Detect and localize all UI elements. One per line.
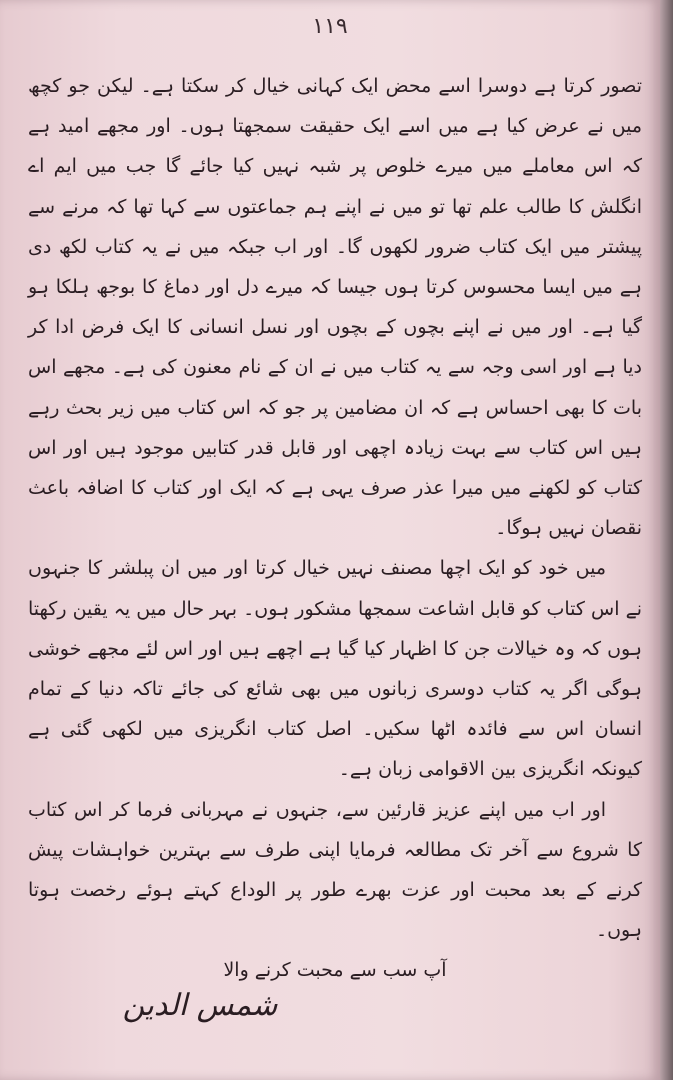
paragraph-1: تصور کرتا ہے دوسرا اسے محض ایک کہانی خیال کر سکتا ہے۔ لیکن جو کچھ میں نے عرض کیا ہے میں اسے ایک حقیقت سمجھتا ہوں۔ اور مجھے امید ہے کہ اس معاملے میں میرے خلوص پر شبہ نہیں کیا جائے گا جب میں ایم اے انگلش کا طالب علم تھا تو میں نے اپنے ہم جماعتوں سے کہا تھا کہ مرنے سے پیشتر میں ایک کتاب ضرور لکھوں گا۔ اور اب جبکہ میں نے یہ کتاب لکھ دی ہے میں ایسا محسوس کرتا ہوں جیسا کہ میرے دل اور دماغ کا بوجھ ہلکا ہو گیا ہے۔ اور میں نے اپنے بچوں کے بچوں اور نسل انسانی کا ایک فرض ادا کر دیا ہے اور اسی وجہ سے یہ کتاب میں نے ان کے نام معنون کی ہے۔ مجھے اس بات کا بھی احساس ہے کہ ان مضامین پر جو کہ اس کتاب میں زیر بحث رہے ہیں اس کتاب سے بہت زیادہ اچھی اور قابل قدر کتابیں موجود ہیں اور اس کتاب کو لکھنے میں میرا عذر صرف یہی ہے کہ ایک اور کتاب کا اضافہ باعث نقصان نہیں ہوگا۔ (28, 75, 642, 540)
page-number: ۱۱۹ (312, 14, 348, 39)
book-binding-edge (660, 0, 673, 1080)
closing-line: آپ سب سے محبت کرنے والا (223, 959, 447, 982)
paragraph-3: اور اب میں اپنے عزیز قارئین سے، جنہوں نے مہربانی فرما کر اس کتاب کا شروع سے آخر تک مطالعہ فرمایا اپنی طرف سے بہترین خواہشات پیش کرنے کے بعد محبت اور عزت بھرے طور پر الوداع کہتے ہوئے رخصت ہوتا ہوں۔ (28, 798, 642, 942)
page-body (28, 66, 642, 991)
paragraph-2: میں خود کو ایک اچھا مصنف نہیں خیال کرتا اور میں ان پبلشر کا جنہوں نے اس کتاب کو قابل اشاعت سمجھا مشکور ہوں۔ بہر حال میں یہ یقین رکھتا ہوں کہ وہ خیالات جن کا اظہار کیا گیا ہے اچھے ہیں اور اس لئے مجھے خوشی ہوگی اگر یہ کتاب دوسری زبانوں میں بھی شائع کی جائے تاکہ دنیا کے تمام انسان اس سے فائدہ اٹھا سکیں۔ اصل کتاب انگریزی میں لکھی گئی ہے کیونکہ انگریزی بین الاقوامی زبان ہے۔ (28, 557, 642, 781)
author-signature: شمس الدین (122, 988, 278, 1023)
